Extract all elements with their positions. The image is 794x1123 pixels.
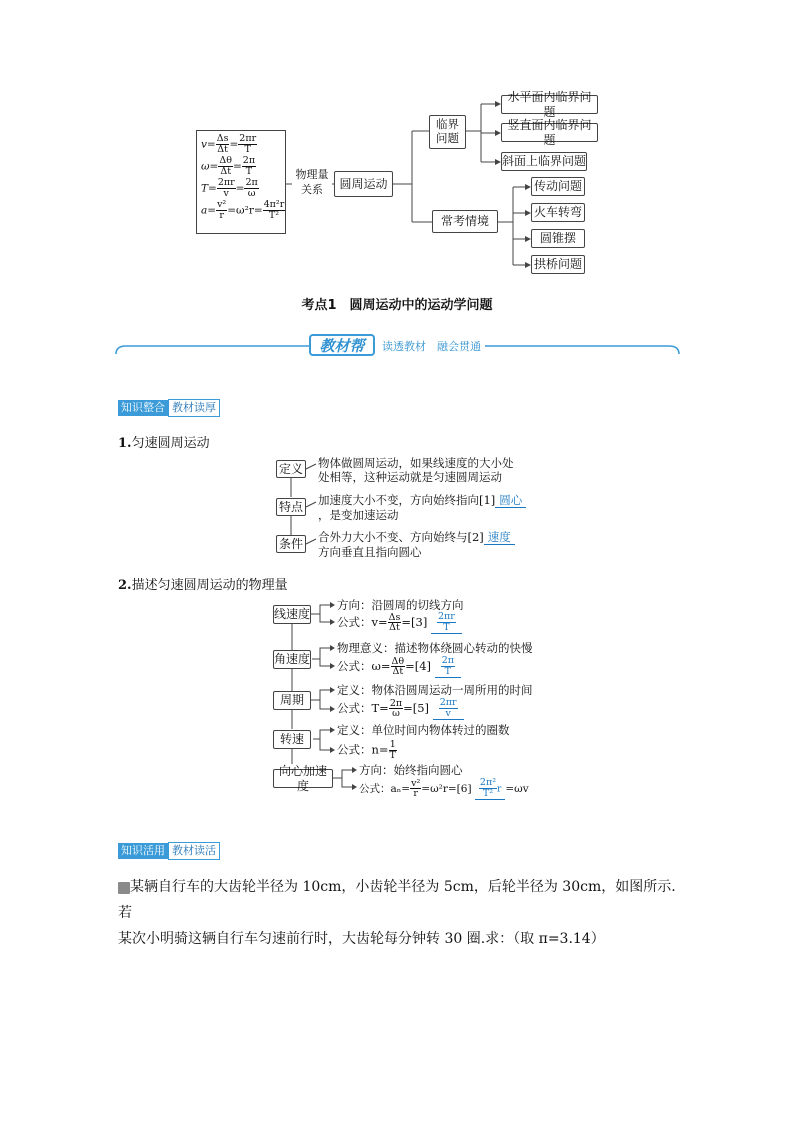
common-item-1: 传动问题 <box>531 177 585 196</box>
s2-label-angular-velocity: 角速度 <box>273 650 311 669</box>
tag-knowledge-application: 知识活用 <box>118 843 168 859</box>
problem-text <box>118 874 680 952</box>
s2-label-centripetal-acceleration: 向心加速度 <box>273 769 333 788</box>
banner-title: 教材帮 <box>309 334 375 356</box>
s1-label-condition: 条件 <box>276 535 306 553</box>
critical-item-3: 斜面上临界问题 <box>501 152 587 171</box>
formula-v: v= $\frac{\Delta s}{\Delta t}$ = $\frac{2\pi r}{T}$ <box>201 133 257 155</box>
common-item-4: 拱桥问题 <box>531 255 585 274</box>
problem-number: 1 <box>118 882 130 894</box>
s2-label-rotation-speed: 转速 <box>273 730 311 749</box>
s1-text-condition: 合外力大小不变、方向始终与[2] 速度方向垂直且指向圆心 <box>318 530 523 560</box>
s2-heading: 2.描述匀速圆周运动的物理量 <box>118 578 288 593</box>
s2-g1-line2: 公式：v= $\frac{\Delta s}{\Delta t}$ =[3] $\frac{2\pi r}{T}$ <box>337 612 462 634</box>
s1-text-feature: 加速度大小不变，方向始终指向[1] 圆心，是变加速运动 <box>318 493 533 523</box>
common-item-3: 圆锥摆 <box>531 229 585 248</box>
s2-g4-line1: 定义：单位时间内物体转过的圈数 <box>337 723 510 737</box>
s1-heading: 1.匀速圆周运动 <box>118 436 210 451</box>
s2-g3-line2: 公式：T= $\frac{2\pi}{\omega}$ =[5] $\frac{2\pi r}{v}$ <box>337 698 464 720</box>
s2-g5-line1: 方向：始终指向圆心 <box>359 763 463 777</box>
formula-acceleration: a= $\frac{\text{v²}}{r}$ =ω²r= $\frac{\text{4π²r}}{\text{T²}}$ <box>201 198 285 221</box>
formula-box <box>196 130 286 234</box>
topic-title: 考点1 圆周运动中的运动学问题 <box>301 298 493 313</box>
common-item-2: 火车转弯 <box>531 203 585 222</box>
common-node: 常考情境 <box>432 210 498 233</box>
center-node: 圆周运动 <box>334 171 393 197</box>
answer-2: 速度 <box>484 530 515 545</box>
s2-label-linear-velocity: 线速度 <box>273 605 311 624</box>
s2-g3-line1: 定义：物体沿圆周运动一周所用的时间 <box>337 683 533 697</box>
s1-label-feature: 特点 <box>276 498 306 516</box>
banner-subtitle: 读透教材 融会贯通 <box>382 338 485 354</box>
answer-4: $\frac{2\pi}{T}$ <box>435 656 461 678</box>
s1-text-definition: 物体做圆周运动，如果线速度的大小处处相等，这种运动就是匀速圆周运动 <box>318 456 514 485</box>
s2-label-period: 周期 <box>273 691 311 710</box>
section-tag-application <box>118 839 220 860</box>
critical-item-1: 水平面内临界问题 <box>501 95 598 114</box>
relation-label: 物理量 关系 <box>292 167 332 197</box>
critical-item-2: 竖直面内临界问题 <box>501 123 598 142</box>
answer-6: $\frac{\text{2π²}}{\text{T²}}$ r <box>475 778 505 800</box>
answer-1: 圆心 <box>495 493 526 508</box>
critical-node: 临界 问题 <box>429 115 466 149</box>
s2-g2-line1: 物理意义：描述物体绕圆心转动的快慢 <box>337 641 533 655</box>
tag-knowledge-integration: 知识整合 <box>118 400 168 416</box>
tag-read-thick: 教材读厚 <box>168 399 220 417</box>
formula-omega: ω= $\frac{\Delta\theta}{\Delta t}$ = $\frac{2\pi}{T}$ <box>201 154 256 177</box>
tag-read-alive: 教材读活 <box>168 842 220 860</box>
formula-period: T= $\frac{2\pi r}{v}$ = $\frac{2\pi}{\omega}$ <box>201 176 258 199</box>
problem-line-1: 1 某辆自行车的大齿轮半径为 10cm，小齿轮半径为 5cm，后轮半径为 30cm，如图所示.若 <box>118 879 676 921</box>
answer-5: $\frac{2\pi r}{v}$ <box>433 698 464 720</box>
answer-3: $\frac{2\pi r}{T}$ <box>431 612 462 634</box>
problem-line-2: 某次小明骑这辆自行车匀速前行时，大齿轮每分钟转 30 圈.求：（取 π=3.14） <box>118 931 605 947</box>
s1-label-definition: 定义 <box>276 460 306 478</box>
s2-g5-line2: 公式：aₙ= $\frac{\text{v²}}{r}$ =ω²r=[6] $\frac{\text{2π²}}{\text{T²}}$ r =ωv <box>359 777 529 800</box>
s2-g1-line1: 方向：沿圆周的切线方向 <box>337 598 464 612</box>
concept-map-lines <box>0 0 794 300</box>
s2-g2-line2: 公式：ω= $\frac{\Delta\theta}{\Delta t}$ =[4] $\frac{2\pi}{T}$ <box>337 656 461 678</box>
section-tag-integration <box>118 396 220 417</box>
s2-g4-line2: 公式：n= $\frac{1}{T}$ <box>337 739 396 761</box>
